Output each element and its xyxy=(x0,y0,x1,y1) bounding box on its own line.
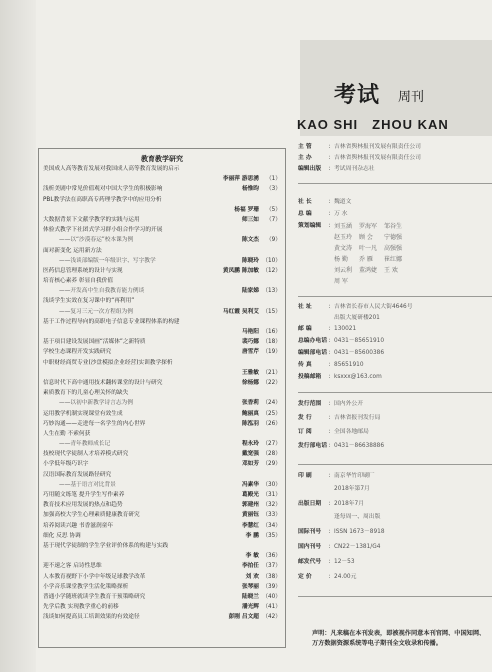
toc-entry-title: ——以初中新教学诗言志为例 xyxy=(59,400,133,407)
toc-entry xyxy=(43,439,281,449)
toc-entry xyxy=(43,276,281,286)
toc-entry-title: 加强高校大学生心理素质健康教育研究 xyxy=(43,512,140,519)
toc-entry xyxy=(43,235,281,245)
toc-entry xyxy=(43,480,281,490)
toc-entry xyxy=(43,164,281,174)
magazine-title-suffix: 周刊 xyxy=(398,90,425,105)
toc-entry-author: 陈晓玲 xyxy=(240,256,259,266)
planning-editor-name: 刘玉涵 xyxy=(334,223,353,230)
planning-editor-name: 崔红娜 xyxy=(384,256,403,263)
toc-entry-page: （34） xyxy=(262,522,281,529)
toc-entry-page: （19） xyxy=(262,349,281,356)
toc-entry xyxy=(43,612,281,622)
toc-entry-author: 陆晓兰 xyxy=(240,592,259,602)
pinyin-part-2: ZHOU KAN xyxy=(372,117,449,132)
toc-entry-author: 邓如芳 xyxy=(240,459,259,469)
toc-entry-page: （7） xyxy=(266,216,281,223)
toc-entry xyxy=(43,449,281,459)
toc-entry-title: 巧用随文练笔 提升学生写作素养 xyxy=(43,492,125,498)
toc-entry-page: （15） xyxy=(262,308,281,315)
toc-entry-author: 黄凤鹏 陈加敏 xyxy=(221,266,259,276)
copyright-statement: 声明：凡来稿在本刊发表，即被视作同意本刊官网、中国知网、万方数据资源系统等电子期刊全文收录和传播。 xyxy=(312,630,486,647)
toc-entry-page: （41） xyxy=(262,604,281,611)
toc-entry-page: （29） xyxy=(262,461,281,468)
toc-entry-title: 素质教育下的儿童心理关怀的缺失 xyxy=(43,390,129,397)
toc-entry xyxy=(43,205,281,215)
toc-entry-page: （42） xyxy=(262,614,281,621)
toc-entry-page: （33） xyxy=(262,512,281,519)
toc-entry xyxy=(43,286,281,296)
toc-entry xyxy=(43,561,281,571)
toc-entry-title: 基于项目建设发展国画“活媒体”之新特质 xyxy=(43,339,146,346)
toc-entry-title: 浅谈学生实效在复习课中的“再利用” xyxy=(43,298,135,305)
toc-entry-page: （18） xyxy=(262,339,281,346)
planning-editor-name: 乔 雁 xyxy=(359,256,373,263)
toc-entry-author: 李 敏 xyxy=(244,551,259,561)
toc-entry-author: 李慧红 xyxy=(240,521,259,531)
toc-entry xyxy=(43,358,281,368)
toc-entry-page: （25） xyxy=(262,410,281,417)
toc-entry-author: 张香莉 xyxy=(240,398,259,408)
toc-entry xyxy=(43,459,281,469)
toc-entry xyxy=(43,398,281,408)
toc-entry-title: 技校现代学徒制人才培养模式研究 xyxy=(43,451,129,458)
toc-entry xyxy=(43,490,281,500)
toc-entry-page: （30） xyxy=(262,481,281,488)
toc-entry xyxy=(43,347,281,357)
binding-edge xyxy=(0,0,36,672)
toc-entry-page: （22） xyxy=(262,379,281,386)
toc-entry-author: 唐雪芹 xyxy=(240,347,259,357)
toc-entry-author: 程永玲 xyxy=(240,439,259,449)
toc-entry-page: （31） xyxy=(262,492,281,498)
toc-entry-author: 陈泓羽 xyxy=(240,419,259,429)
toc-entry xyxy=(43,419,281,429)
toc-entry xyxy=(43,470,281,480)
planning-editor-name: 赵玉玲 xyxy=(334,234,353,241)
toc-entry-title: ——青年教师成长记 xyxy=(59,441,111,448)
planning-names-row xyxy=(334,276,409,287)
planning-editor-name: 宁德强 xyxy=(384,234,403,241)
toc-entry-author: 张琴丽 xyxy=(240,582,259,592)
toc-entry-author: 陈文杰 xyxy=(240,235,259,245)
toc-entry xyxy=(43,582,281,592)
toc-entry xyxy=(43,510,281,520)
toc-list xyxy=(43,164,281,622)
toc-entry xyxy=(43,327,281,337)
toc-entry-page: （3） xyxy=(266,186,281,193)
toc-entry-author: 陆家娣 xyxy=(240,286,259,296)
toc-entry-title: 小学音乐课堂教学生活化策略探析 xyxy=(43,583,129,590)
toc-entry-title: 面对新变化 运用新方法 xyxy=(43,247,102,254)
toc-entry-page: （28） xyxy=(262,451,281,458)
toc-entry-author: 葛殿光 xyxy=(240,490,259,500)
toc-entry-page: （39） xyxy=(262,583,281,590)
toc-entry-title: 人生在勤 不索何获 xyxy=(43,430,91,437)
divider xyxy=(298,464,492,465)
pinyin-part-1: KAO SHI xyxy=(297,117,359,132)
toc-entry xyxy=(43,256,281,266)
toc-entry-page: （26） xyxy=(262,420,281,427)
toc-entry xyxy=(43,296,281,306)
toc-entry-author: 冯素华 xyxy=(240,480,259,490)
toc-entry-page: （5） xyxy=(266,206,281,213)
toc-entry-author: 李拍任 xyxy=(240,561,259,571)
toc-entry-author: 王雅敏 xyxy=(240,368,259,378)
planning-editor-name: 董鸿婕 xyxy=(359,267,378,274)
toc-entry-author: 黄丽钰 xyxy=(240,510,259,520)
toc-entry-title: 小学低年级巧识字 xyxy=(43,461,89,468)
toc-entry xyxy=(43,429,281,439)
toc-entry-page: （40） xyxy=(262,593,281,600)
toc-entry-author: 师三如 xyxy=(240,215,259,225)
toc-entry-title: 医药信息管理系统的设计与实现 xyxy=(43,267,123,274)
toc-entry-page: （27） xyxy=(262,441,281,448)
divider xyxy=(298,596,492,597)
toc-entry xyxy=(43,602,281,612)
toc-entry-title: 浅谈如何提高员工培训效果的有效途径 xyxy=(43,614,140,621)
toc-entry-title: PBL教学法在高职高专药理学教学中的应用分析 xyxy=(43,196,162,203)
toc-entry-page: （16） xyxy=(262,329,281,335)
toc-entry-page: （21） xyxy=(262,369,281,376)
magazine-pinyin xyxy=(297,117,449,132)
toc-entry-title: 大数据背景下文献学教学的实践与运用 xyxy=(43,216,140,223)
toc-entry-page: （36） xyxy=(262,553,281,560)
toc-entry-author: 马红霞 吴利艾 xyxy=(221,307,259,317)
toc-entry xyxy=(43,541,281,551)
toc-entry-author: 李 鹏 xyxy=(244,531,259,541)
toc-entry-title: 中职财经商贸专业(沙盘模拟企业经营)实训教学探析 xyxy=(43,359,173,366)
toc-entry-page: （35） xyxy=(262,532,281,539)
toc-entry xyxy=(43,388,281,398)
toc-entry xyxy=(43,215,281,225)
toc-entry-title: 基于工作过程导向的高职电子信息专业课程体系的构建 xyxy=(43,318,180,325)
toc-entry-title: 教育技术应用发展的热点和趋势 xyxy=(43,502,123,509)
toc-entry xyxy=(43,195,281,205)
toc-entry xyxy=(43,592,281,602)
divider xyxy=(298,183,492,184)
planning-names-row xyxy=(334,221,409,232)
toc-entry-title: 汉语国际教育发展路径研究 xyxy=(43,471,112,478)
toc-entry-page: （10） xyxy=(262,257,281,264)
toc-entry xyxy=(43,225,281,235)
toc-entry-author: 杨惟昀 xyxy=(240,184,259,194)
toc-entry xyxy=(43,521,281,531)
toc-entry-title: 培育核心素养 彰显自我价值 xyxy=(43,278,114,285)
toc-entry xyxy=(43,500,281,510)
toc-entry-author: 潘光辉 xyxy=(240,602,259,612)
toc-entry-author: 戴宽强 xyxy=(240,449,259,459)
toc-entry xyxy=(43,246,281,256)
toc-title: 教育教学研究 xyxy=(141,154,183,163)
toc-entry xyxy=(43,174,281,184)
toc-entry-title: ——浅谈部编版一年级识字、写字教学 xyxy=(59,257,156,264)
planning-editor-name: 杨 勤 xyxy=(334,256,348,263)
toc-entry-page: （12） xyxy=(262,267,281,274)
toc-entry-title: 信息时代下高中通用技术翻转课堂的设计与研究 xyxy=(43,379,163,386)
toc-entry-title: 学校生态课程开发实践研究 xyxy=(43,349,112,356)
toc-entry xyxy=(43,307,281,317)
toc-entry-title: 迎不速之客 启诗性思维 xyxy=(43,563,102,570)
toc-entry-page: （9） xyxy=(266,237,281,244)
divider xyxy=(298,296,492,297)
toc-entry xyxy=(43,409,281,419)
toc-entry xyxy=(43,378,281,388)
toc-entry-title: 巧妙沟通——走进每一名学生的内心世界 xyxy=(43,420,146,427)
toc-entry-title: 浅析美剧中常见价值观对中国大学生的积极影响 xyxy=(43,186,163,193)
planning-editor-name: 顾 会 xyxy=(359,234,373,241)
toc-entry-page: （13） xyxy=(262,288,281,295)
planning-names-row xyxy=(334,254,409,265)
toc-entry-author: 徐杨娜 xyxy=(240,378,259,388)
toc-entry-title: ——开发高中生自我教育能力例谈 xyxy=(59,288,145,295)
toc-entry-author: 马艳阳 xyxy=(240,327,259,337)
toc-entry-page: （38） xyxy=(262,573,281,580)
toc-entry-title: 美国成人高等教育发展对我国成人高等教育发展的启示 xyxy=(43,166,180,172)
toc-entry-title: 基于现代学徒制的学生学业评价体系的构建与实践 xyxy=(43,542,169,549)
toc-entry xyxy=(43,572,281,582)
planning-names-row xyxy=(334,232,409,243)
planning-editor-name: 罗海军 xyxy=(359,223,378,230)
toc-entry-page: （37） xyxy=(262,563,281,570)
toc-entry-title: 培养阅读兴趣 书香滋润童年 xyxy=(43,522,114,529)
planning-names-row xyxy=(334,265,409,276)
toc-entry-author: 彭刚 吕文超 xyxy=(227,612,259,622)
toc-entry xyxy=(43,184,281,194)
toc-entry-title: ——以“沙漠春运”校本课为例 xyxy=(59,237,134,244)
toc-entry-author: 杨福 罗珊 xyxy=(232,205,259,215)
toc-entry-author: 裴巧娜 xyxy=(240,337,259,347)
toc-entry-author: 郭建州 xyxy=(240,500,259,510)
table-of-contents xyxy=(38,148,286,648)
toc-entry-title: 体验式教学下社团式学习群小组合作学习的开展 xyxy=(43,227,163,234)
planning-editor-name: 黄文涛 xyxy=(334,245,353,252)
toc-entry-title: ——复习三元一次方程组为例 xyxy=(59,308,133,315)
toc-entry-title: 普通小学随班就读学生教育干预策略研究 xyxy=(43,593,146,600)
toc-entry xyxy=(43,317,281,327)
planning-names-row xyxy=(334,243,409,254)
planning-editor-name: 刘云利 xyxy=(334,267,353,274)
toc-entry xyxy=(43,531,281,541)
divider xyxy=(298,392,492,393)
toc-entry xyxy=(43,368,281,378)
toc-entry-author: 鲍丽真 xyxy=(240,409,259,419)
toc-entry xyxy=(43,551,281,561)
planning-editor-name: 王 欢 xyxy=(384,267,398,274)
toc-entry-title: 细化 反思 协调 xyxy=(43,532,81,539)
toc-entry-author: 李丽萍 游思湧 xyxy=(221,174,259,184)
toc-entry-title: ——基于语言对比背景 xyxy=(59,481,116,488)
toc-entry-title: 运用教学机制实现课堂有效生成 xyxy=(43,410,123,417)
toc-entry-title: 人本教育视野下小学中年级足球教学改革 xyxy=(43,573,146,580)
toc-entry-author: 刘 欢 xyxy=(244,572,259,582)
planning-names xyxy=(334,221,409,287)
magazine-title: 考试 xyxy=(334,82,381,108)
planning-editor-name: 高强强 xyxy=(384,245,403,252)
planning-editor-name: 邹谷生 xyxy=(384,223,403,230)
toc-entry xyxy=(43,337,281,347)
toc-entry-page: （1） xyxy=(266,176,281,183)
toc-entry xyxy=(43,266,281,276)
planning-editor-name: 周 军 xyxy=(334,278,348,285)
planning-editor-name: 叶一凡 xyxy=(359,245,378,252)
toc-entry-title: 先学后教 实现教学重心的前移 xyxy=(43,604,119,611)
toc-entry-page: （32） xyxy=(262,502,281,509)
toc-entry-page: （24） xyxy=(262,400,281,407)
